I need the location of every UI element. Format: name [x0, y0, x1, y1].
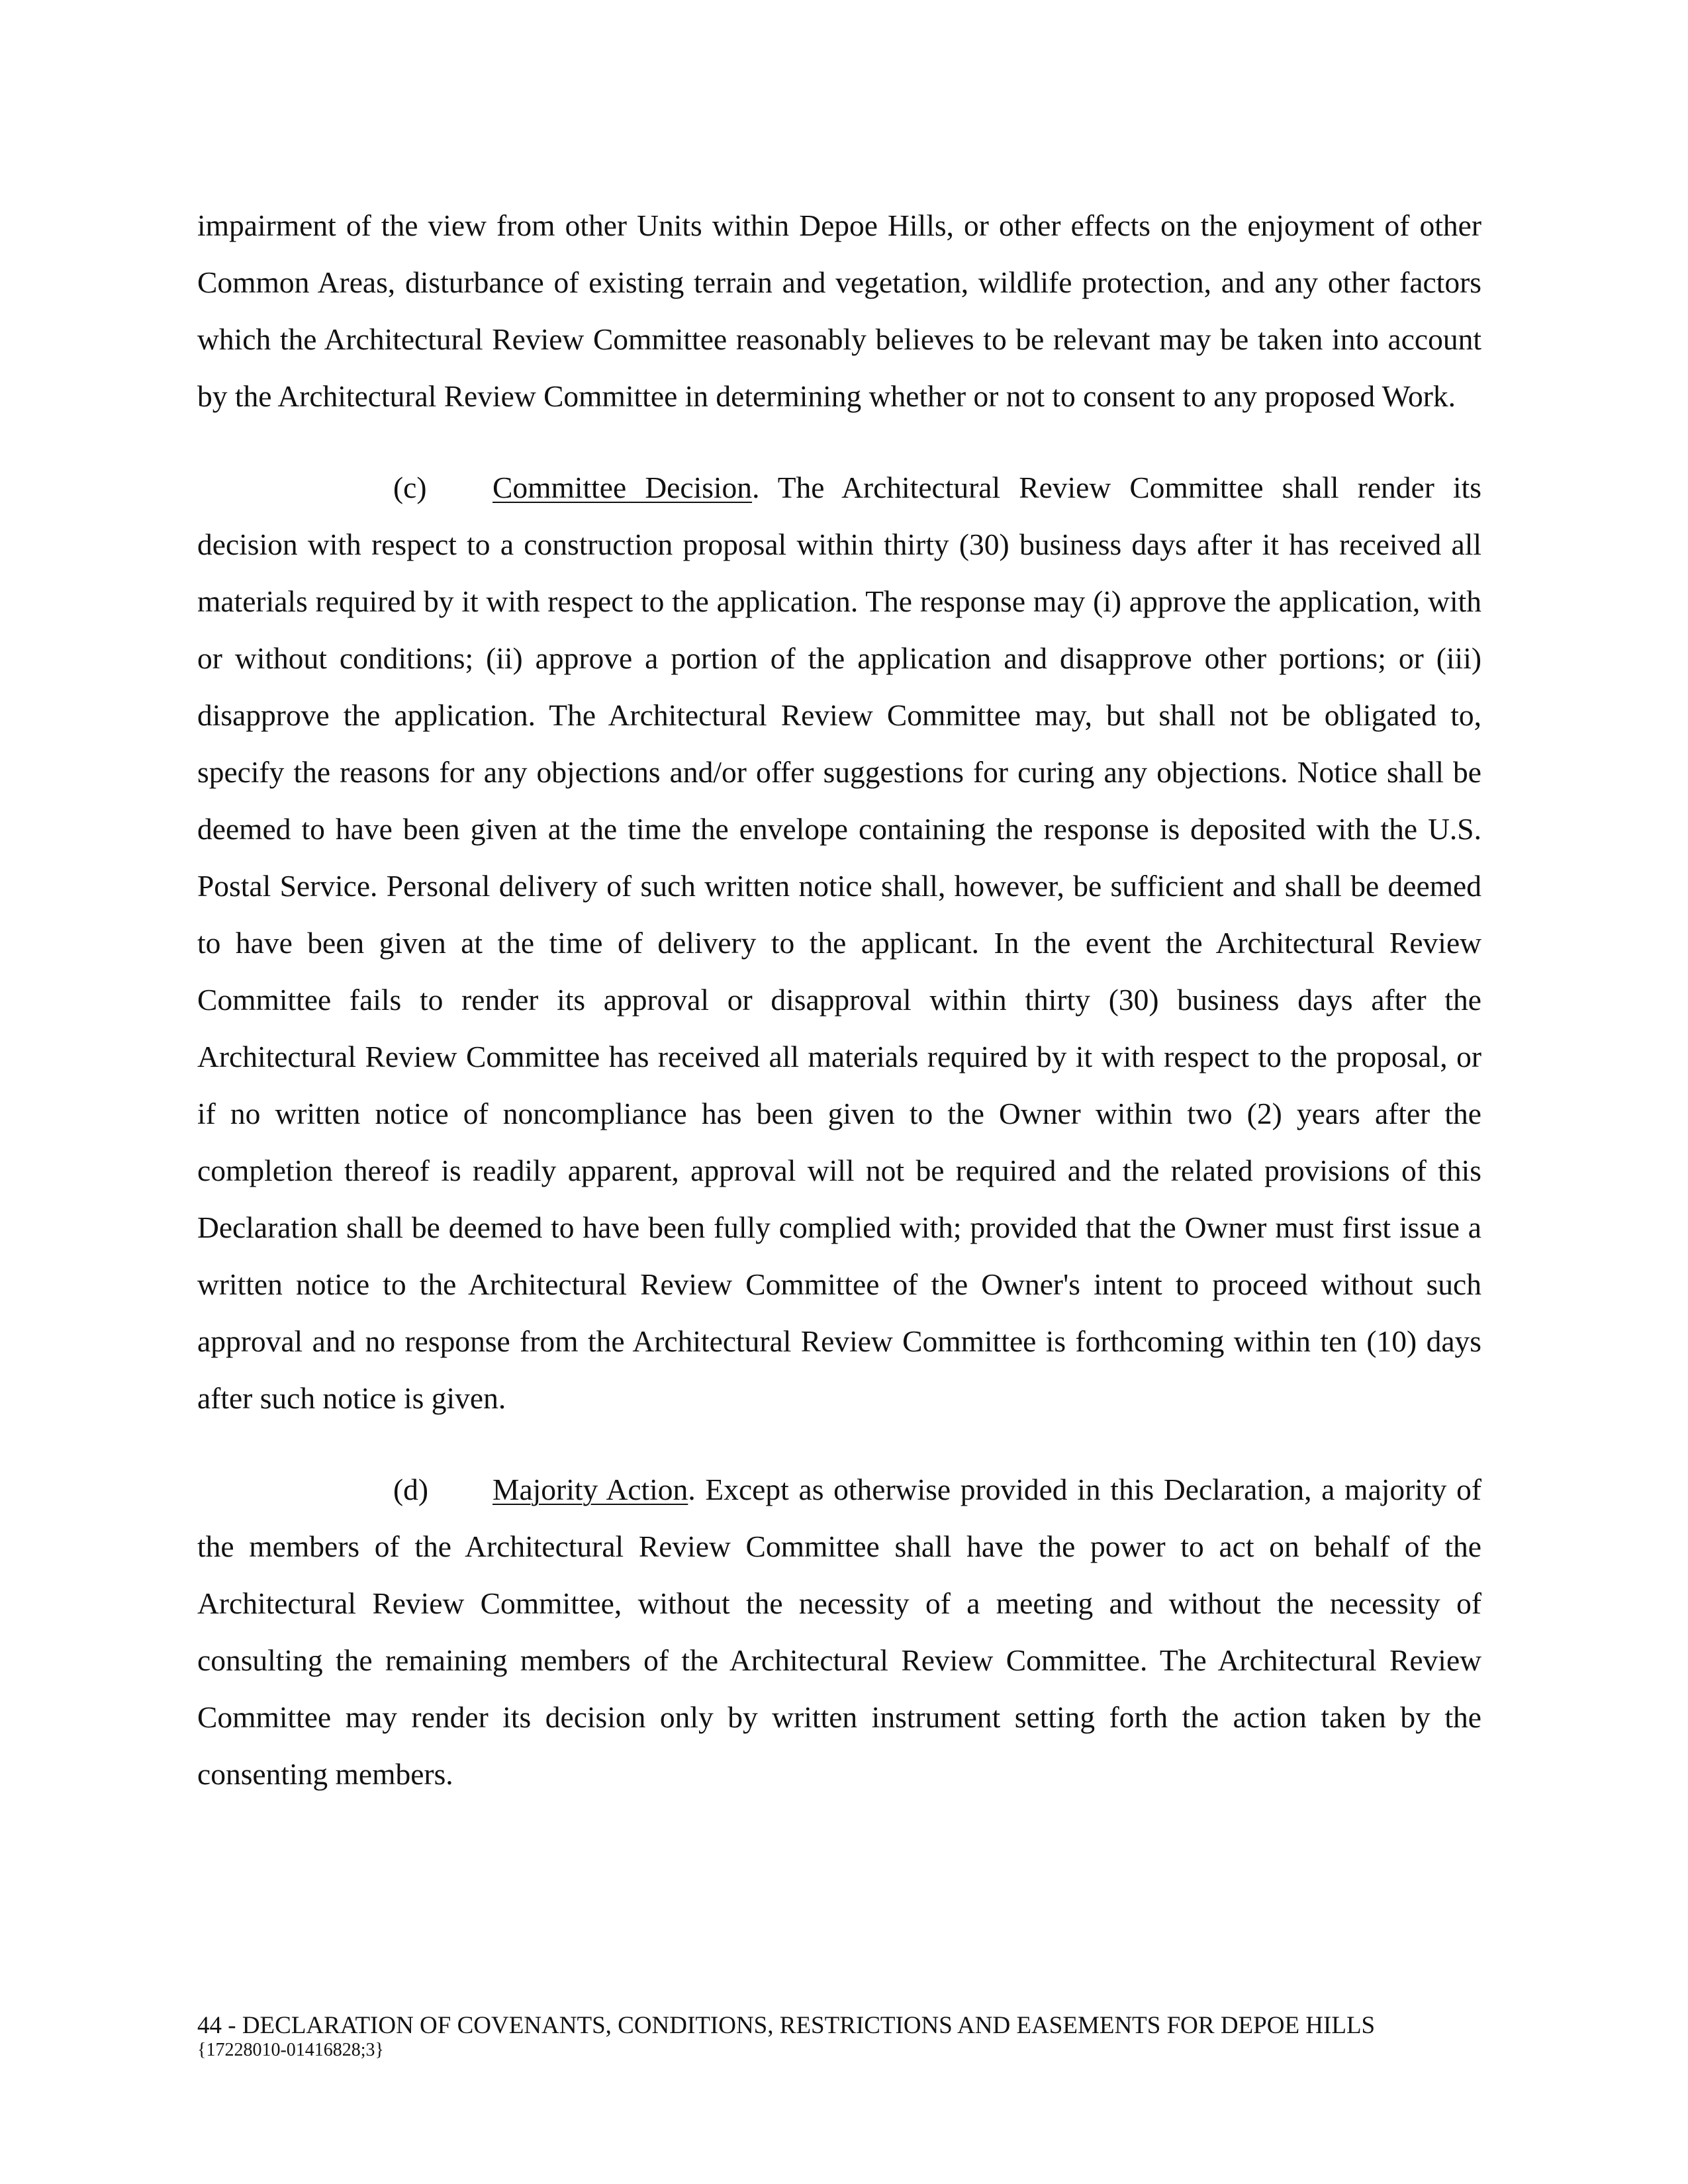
section-d-marker: (d)	[393, 1473, 429, 1506]
section-c-marker: (c)	[393, 471, 427, 504]
section-c-paragraph	[197, 459, 1481, 1427]
section-c-body: . The Architectural Review Committee shall render its decision with respect to a construction proposal within thirty (30) business days after it has received all materials required by it with respect to the application. The response may (i) approve the application, with or without conditions; (ii) approve a portion of the application and disapprove other portions; or (iii) disapprove the application. The Architectural Review Committee may, but shall not be obligated to, specify the reasons for any objections and/or offer suggestions for curing any objections. Notice shall be deemed to have been given at the time the envelope containing the response is deposited with the U.S. Postal Service. Personal delivery of such written notice shall, however, be sufficient and shall be deemed to have been given at the time of delivery to the applicant. In the event the Architectural Review Committee fails to render its approval or disapproval within thirty (30) business days after the Architectural Review Committee has received all materials required by it with respect to the proposal, or if no written notice of noncompliance has been given to the Owner within two (2) years after the completion thereof is readily apparent, approval will not be required and the related provisions of this Declaration shall be deemed to have been fully complied with; provided that the Owner must first issue a written notice to the Architectural Review Committee of the Owner's intent to proceed without such approval and no response from the Architectural Review Committee is forthcoming within ten (10) days after such notice is given.	[197, 471, 1482, 1415]
page-footer	[197, 2012, 1521, 2061]
footer-page-line: 44 - DECLARATION OF COVENANTS, CONDITIONS, RESTRICTIONS AND EASEMENTS FOR DEPOE HILLS	[197, 2012, 1376, 2039]
footer-document-id: {17228010-01416828;3}	[197, 2040, 384, 2060]
section-d-paragraph	[197, 1461, 1481, 1803]
section-d-body: . Except as otherwise provided in this Declaration, a majority of the members of the Architectural Review Committee shall have the power to act on behalf of the Architectural Review Committee, without the necessity of a meeting and without the necessity of consulting the remaining members of the Architectural Review Committee. The Architectural Review Committee may render its decision only by written instrument setting forth the action taken by the consenting members.	[197, 1473, 1481, 1791]
continuation-paragraph: impairment of the view from other Units within Depoe Hills, or other effects on the enjoyment of other Common Areas, disturbance of existing terrain and vegetation, wildlife protection, and any other factors which the Architectural Review Committee reasonably believes to be relevant may be taken into account by the Architectural Review Committee in determining whether or not to consent to any proposed Work.	[197, 208, 1481, 413]
section-c-heading: Committee Decision	[492, 471, 753, 504]
section-d-heading: Majority Action	[492, 1473, 688, 1506]
document-body	[197, 197, 1481, 1837]
